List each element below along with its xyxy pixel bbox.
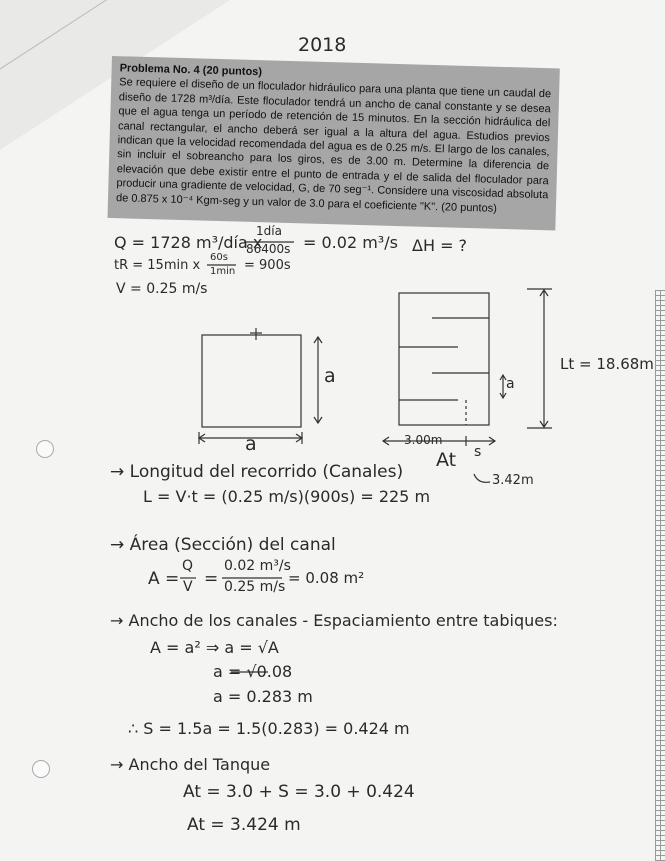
area-lhs: A = [148, 569, 180, 589]
tr-frac-den: 1min [210, 266, 236, 277]
v-line: V = 0.25 m/s [116, 281, 208, 297]
tank-a-label: a [506, 376, 515, 392]
tank-width-step2: At = 3.424 m [187, 815, 301, 835]
area-frac2-num: 0.02 m³/s [224, 558, 291, 574]
channel-length-label: 3.00m [404, 433, 443, 447]
year-label: 2018 [298, 34, 347, 56]
width-step3: a = 0.283 m [213, 687, 313, 706]
flocculator-tank [399, 293, 489, 425]
area-frac1-den: V [183, 579, 193, 595]
width-step2: a = √0.08 [213, 662, 293, 681]
tr-line: tR = 15min x [114, 258, 201, 273]
spacing-label: s [474, 444, 482, 460]
problem-title: Problema No. 4 (20 puntos) [119, 62, 263, 79]
area-frac2-den: 0.25 m/s [224, 579, 286, 595]
delta-h: ΔH = ? [412, 236, 468, 255]
tank-length-label: Lt = 18.68m [560, 355, 654, 373]
area-eq-sign: = [204, 569, 219, 589]
problem-body: Se requiere el diseño de un floculador hidráulico para una planta que tiene un caudal de diseño de 1728 m³/día. Este floculador tendrá un ancho de canal constante y se desea que el agua tenga un período de retención de 15 minutos. En la sección hidráulica del canal rectangular, el ancho deberá ser igual a la altura del agua. Estudios previos indican que la velocidad recomendada del agua es de 0.25 m/s. El largo de los canales, sin incluir el sobreancho para los giros, es de 3.00 m. Determine la diferencia de elevación que debe existir entre el punto de entrada y el de salida del floculador para producir una gradiente de velocidad, G, de 70 seg⁻¹. Considere una viscosidad absoluta de 0.875 x 10⁻⁴ Kgm-seg y un valor de 3.0 para el coeficiente "K". (20 puntos) [115, 76, 552, 215]
q-line: Q = 1728 m³/día x [114, 233, 263, 252]
tank-width-step1: At = 3.0 + S = 3.0 + 0.424 [183, 782, 415, 802]
channel-section-square [202, 335, 301, 427]
heading-width: → Ancho de los canales - Espaciamiento entre tabiques: [110, 611, 558, 630]
heading-length: → Longitud del recorrido (Canales) [110, 462, 404, 482]
heading-tank-width: → Ancho del Tanque [110, 755, 271, 774]
square-bottom-label: a [245, 433, 257, 455]
tr-result: = 900s [244, 258, 291, 273]
tank-width-value: 3.42m [492, 473, 534, 488]
area-result: = 0.08 m² [288, 569, 365, 587]
square-side-label: a [324, 365, 336, 387]
area-frac1-num: Q [182, 558, 194, 574]
q-result: = 0.02 m³/s [303, 233, 398, 252]
q-frac-num: 1día [256, 224, 282, 238]
tr-frac-num: 60s [210, 252, 228, 263]
q-frac-den: 86400s [246, 242, 291, 256]
spacing-equation: ∴ S = 1.5a = 1.5(0.283) = 0.424 m [128, 719, 410, 738]
tank-width-label: At [436, 449, 457, 471]
heading-area: → Área (Sección) del canal [110, 535, 336, 555]
width-step1: A = a² ⇒ a = √A [150, 638, 279, 657]
length-equation: L = V·t = (0.25 m/s)(900s) = 225 m [143, 487, 431, 506]
